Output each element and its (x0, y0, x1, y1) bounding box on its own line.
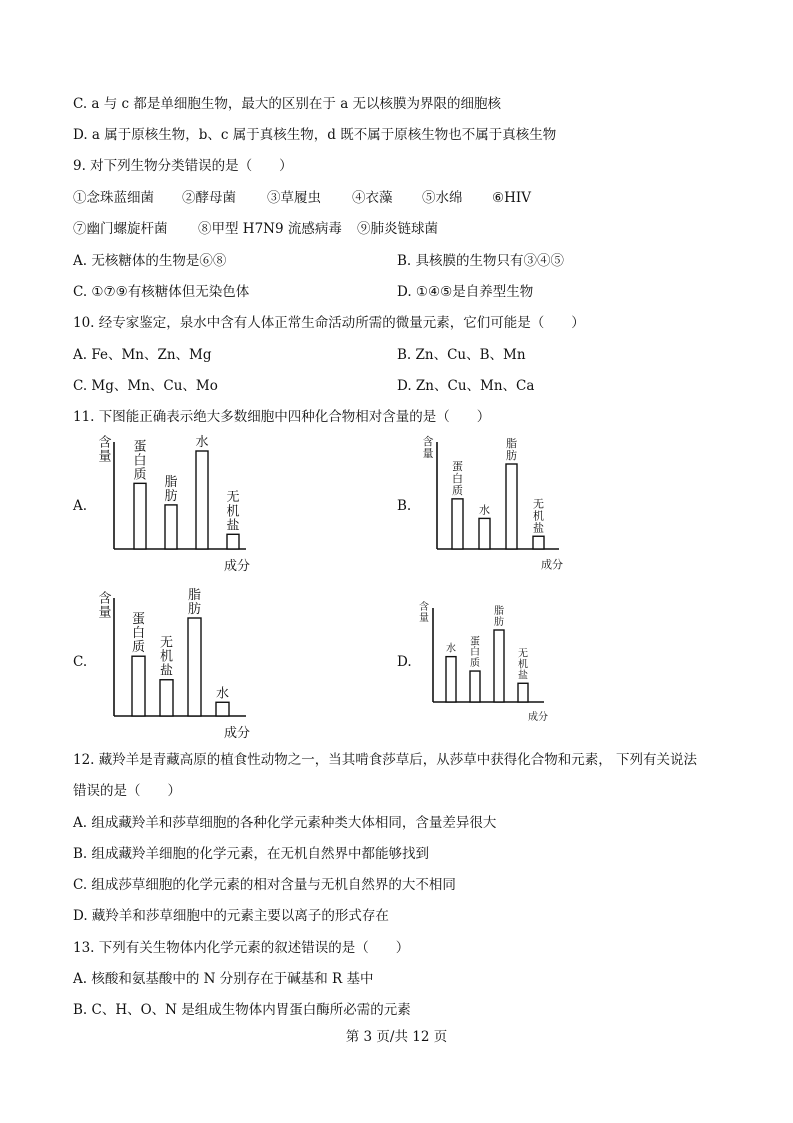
bar-4 (216, 702, 229, 716)
chart-c (92, 587, 252, 741)
q12-option-b: B. 组成藏羚羊细胞的化学元素，在无机自然界中都能够找到 (73, 846, 430, 862)
chart-a (92, 435, 252, 574)
y-axis-label: 含量 (422, 435, 434, 460)
x-axis-label: 成分 (541, 558, 563, 571)
bar-1 (132, 656, 145, 716)
bar-label-4: 水 (215, 686, 230, 702)
q11-label-c: C. (73, 654, 88, 670)
bar-label-4: 无机盐 (226, 490, 240, 534)
bar-label-1: 蛋白质 (133, 439, 147, 483)
bar-2 (470, 671, 480, 702)
q10-stem: 10. 经专家鉴定，泉水中含有人体正常生命活动所需的微量元素，它们可能是（ ） (73, 315, 585, 331)
q9-item-5: ⑤水绵 (422, 190, 463, 206)
bar-2 (479, 518, 490, 549)
bar-3 (506, 464, 517, 549)
bar-label-4: 无机盐 (518, 648, 528, 682)
y-axis-label: 含量 (98, 591, 112, 621)
q11-label-b: B. (397, 498, 412, 514)
q8-option-d: D. a 属于原核生物，b、c 属于真核生物，d 既不属于原核生物也不属于真核生物 (73, 127, 557, 143)
bar-3 (196, 451, 208, 549)
q13-option-a: A. 核酸和氨基酸中的 N 分别存在于碱基和 R 基中 (73, 971, 374, 987)
q11-stem: 11. 下图能正确表示绝大多数细胞中四种化合物相对含量的是（ ） (73, 409, 491, 425)
bar-2 (165, 505, 177, 549)
y-axis-label: 含量 (98, 435, 112, 465)
bar-1 (452, 499, 463, 549)
q12-stem-line1: 12. 藏羚羊是青藏高原的植食性动物之一，当其啃食莎草后，从莎草中获得化合物和元素， 下列有关说法 (73, 752, 698, 768)
q9-item-9: ⑨肺炎链球菌 (357, 221, 438, 237)
chart-d (415, 602, 550, 722)
bar-label-2: 脂肪 (164, 474, 178, 504)
y-axis-label: 含量 (419, 602, 429, 624)
q9-item-7: ⑦幽门螺旋杆菌 (73, 221, 168, 237)
x-axis-label: 成分 (223, 726, 250, 741)
q9-item-6: ⑥HIV (492, 190, 531, 206)
q10-option-c: C. Mg、Mn、Cu、Mo (73, 378, 218, 394)
bar-2 (160, 680, 173, 716)
q12-option-a: A. 组成藏羚羊和莎草细胞的各种化学元素种类大体相同，含量差异很大 (73, 815, 497, 831)
bar-label-3: 脂肪 (187, 587, 202, 617)
q10-option-a: A. Fe、Mn、Zn、Mg (73, 347, 212, 363)
q12-option-c: C. 组成莎草细胞的化学元素的相对含量与无机自然界的大不相同 (73, 877, 456, 893)
bar-label-4: 无机盐 (533, 497, 544, 535)
bar-4 (533, 536, 544, 549)
q8-option-c: C. a 与 c 都是单细胞生物，最大的区别在于 a 无以核膜为界限的细胞核 (73, 96, 502, 112)
q13-stem: 13. 下列有关生物体内化学元素的叙述错误的是（ ） (73, 940, 410, 956)
bar-3 (188, 618, 201, 716)
page-footer: 第 3 页/共 12 页 (345, 1029, 448, 1045)
bar-4 (227, 534, 239, 549)
q9-stem: 9. 对下列生物分类错误的是（ ） (73, 158, 293, 174)
q9-item-4: ④衣藻 (352, 190, 393, 206)
q12-stem-line2: 错误的是（ ） (73, 783, 181, 799)
bar-label-1: 蛋白质 (131, 612, 146, 656)
q9-item-3: ③草履虫 (267, 190, 321, 206)
bar-label-3: 脂肪 (494, 606, 504, 628)
q9-option-d: D. ①④⑤是自养型生物 (397, 284, 534, 300)
bar-1 (134, 483, 146, 549)
q12-option-d: D. 藏羚羊和莎草细胞中的元素主要以离子的形式存在 (73, 908, 389, 924)
q13-option-b: B. C、H、O、N 是组成生物体内胃蛋白酶所必需的元素 (73, 1002, 411, 1018)
q9-option-c: C. ①⑦⑨有核糖体但无染色体 (73, 284, 250, 300)
bar-label-3: 脂肪 (506, 437, 517, 462)
q9-item-1: ①念珠蓝细菌 (73, 190, 154, 206)
bar-1 (446, 657, 456, 702)
q9-item-2: ②酵母菌 (182, 190, 236, 206)
bar-3 (494, 630, 504, 702)
q10-option-d: D. Zn、Cu、Mn、Ca (397, 378, 535, 394)
q9-item-8: ⑧甲型 H7N9 流感病毒 (198, 221, 342, 237)
q10-option-b: B. Zn、Cu、B、Mn (397, 347, 526, 363)
x-axis-label: 成分 (528, 712, 548, 723)
q11-label-d: D. (397, 654, 412, 670)
bar-label-2: 水 (479, 503, 490, 517)
bar-4 (518, 683, 528, 702)
bar-label-1: 水 (446, 643, 456, 655)
x-axis-label: 成分 (223, 559, 250, 574)
bar-label-1: 蛋白质 (452, 460, 463, 497)
q9-option-b: B. 具核膜的生物只有③④⑤ (397, 253, 565, 269)
q11-label-a: A. (73, 498, 88, 514)
bar-label-2: 无机盐 (159, 635, 174, 679)
bar-label-3: 水 (195, 435, 209, 450)
bar-label-2: 蛋白质 (470, 636, 480, 670)
chart-b (415, 436, 565, 570)
q9-option-a: A. 无核糖体的生物是⑥⑧ (73, 253, 227, 269)
